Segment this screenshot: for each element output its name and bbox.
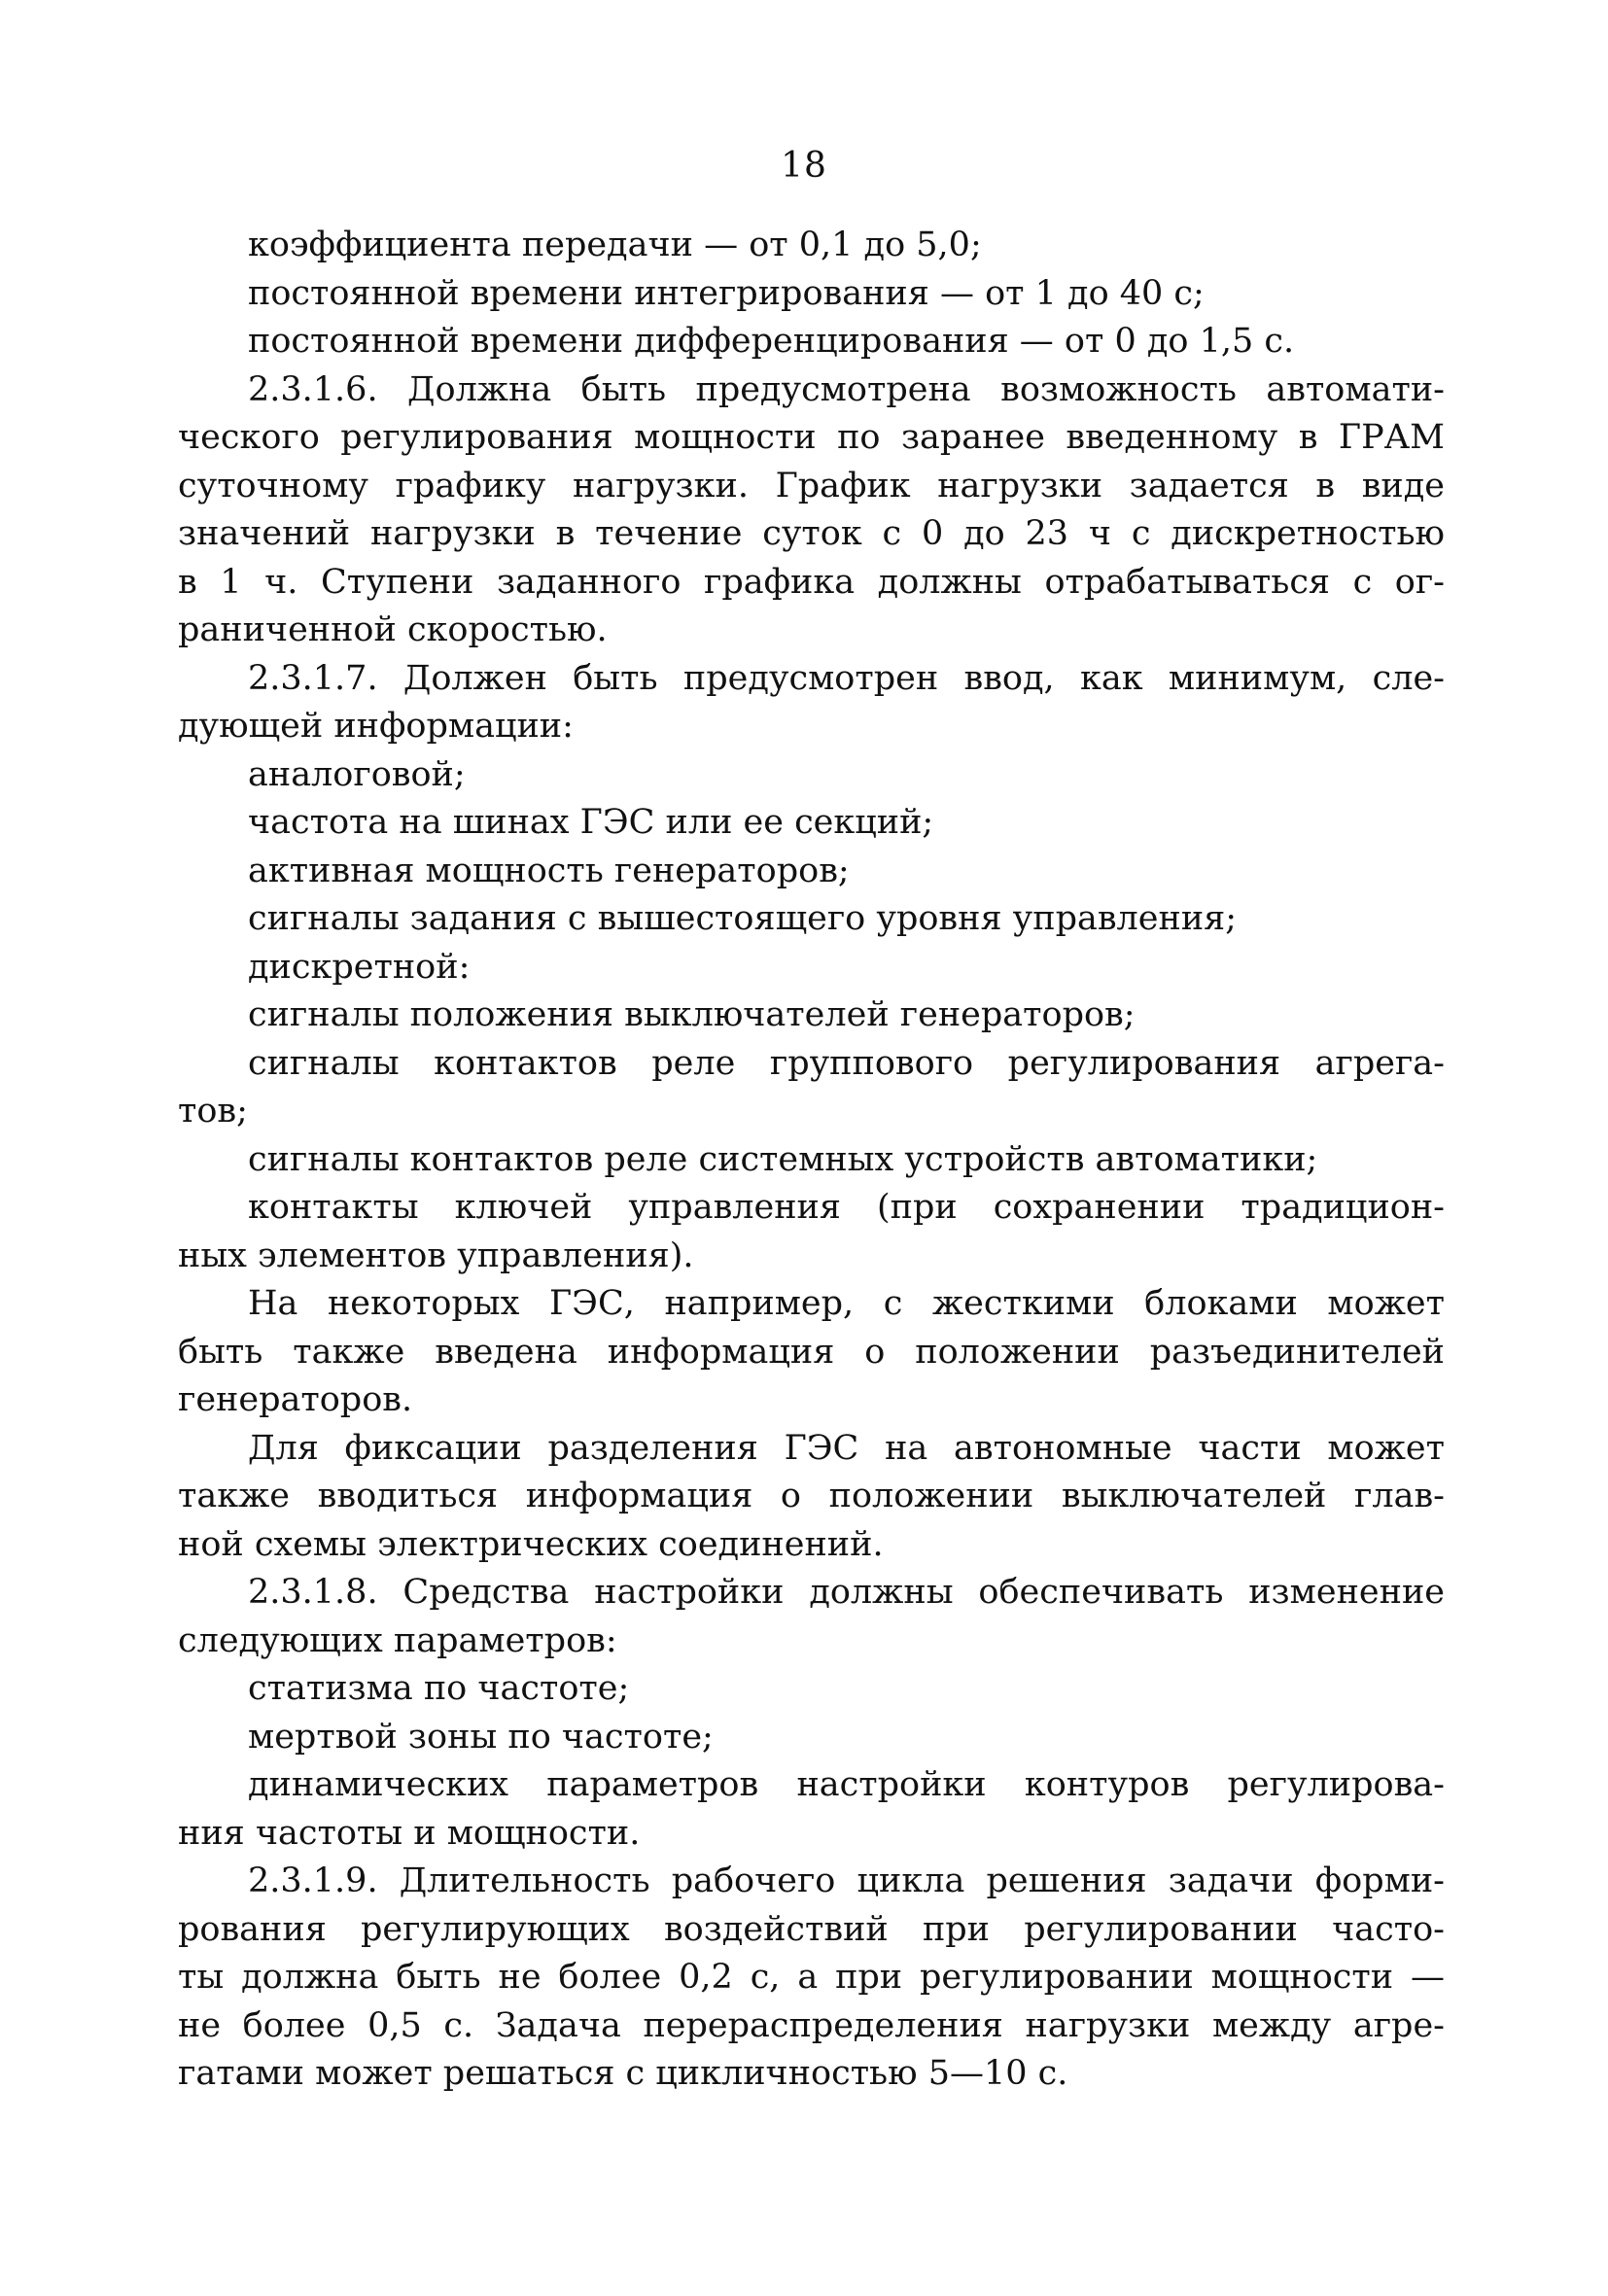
- text-line: 2.3.1.7. Должен быть предусмотрен ввод, как минимум, сле-: [248, 658, 1445, 698]
- text-line: в 1 ч. Ступени заданного графика должны отрабатываться с ог-: [178, 562, 1445, 602]
- text-line: также вводиться информация о положении выключателей глав-: [178, 1477, 1445, 1515]
- text-line: рования регулирующих воздействий при регулировании часто-: [178, 1909, 1445, 1949]
- text-line: аналоговой;: [248, 754, 466, 794]
- text-line: 2.3.1.8. Средства настройки должны обеспечивать изменение: [248, 1573, 1445, 1612]
- text-line: 2.3.1.6. Должна быть предусмотрена возможность автомати-: [248, 369, 1445, 409]
- text-line: ния частоты и мощности.: [178, 1813, 641, 1853]
- text-line: постоянной времени дифференцирования — от 0 до 1,5 с.: [248, 322, 1295, 361]
- text-line: динамических параметров настройки контуров регулирова-: [248, 1765, 1445, 1804]
- text-line: суточному графику нагрузки. График нагрузки задается в виде: [178, 466, 1445, 505]
- text-line: Для фиксации разделения ГЭС на автономные части может: [248, 1428, 1445, 1468]
- text-line: ты должна быть не более 0,2 с, а при регулировании мощности —: [178, 1958, 1445, 1997]
- text-line: постоянной времени интегрирования — от 1 до 40 с;: [248, 273, 1205, 313]
- text-line: сигналы положения выключателей генераторов;: [248, 995, 1136, 1034]
- text-line: На некоторых ГЭС, например, с жесткими блоками может: [248, 1284, 1445, 1323]
- document-body: [178, 222, 1445, 2099]
- text-line: сигналы контактов реле группового регулирования агрега-: [248, 1043, 1445, 1083]
- text-line: активная мощность генераторов;: [248, 851, 850, 890]
- text-line: коэффициента передачи — от 0,1 до 5,0;: [248, 226, 982, 264]
- text-line: контакты ключей управления (при сохранении традицион-: [248, 1188, 1445, 1227]
- text-line: не более 0,5 с. Задача перераспределения нагрузки между агре-: [178, 2005, 1445, 2045]
- text-line: раниченной скоростью.: [178, 610, 608, 649]
- text-line: ных элементов управления).: [178, 1235, 694, 1275]
- text-line: статизма по частоте;: [248, 1669, 630, 1708]
- text-line: быть также введена информация о положении разъединителей: [178, 1332, 1445, 1372]
- text-line: следующих параметров:: [178, 1620, 617, 1660]
- text-line: сигналы контактов реле системных устройств автоматики;: [248, 1139, 1318, 1179]
- text-line: значений нагрузки в течение суток с 0 до 23 ч с дискретностью: [178, 514, 1445, 553]
- text-line: дискретной:: [248, 947, 471, 987]
- text-line: 2.3.1.9. Длительность рабочего цикла решения задачи форми-: [248, 1861, 1445, 1900]
- text-line: генераторов.: [178, 1380, 413, 1419]
- text-line: ческого регулирования мощности по заранее введенному в ГРАМ: [178, 418, 1445, 457]
- text-line: мертвой зоны по частоте;: [248, 1717, 714, 1757]
- page-number: 18: [781, 146, 827, 186]
- text-line: гатами может решаться с цикличностью 5—10 с.: [178, 2054, 1068, 2093]
- text-line: тов;: [178, 1092, 248, 1131]
- text-line: дующей информации:: [178, 707, 574, 746]
- text-line: сигналы задания с вышестоящего уровня управления;: [248, 899, 1238, 938]
- text-line: частота на шинах ГЭС или ее секций;: [248, 803, 934, 842]
- text-line: ной схемы электрических соединений.: [178, 1524, 884, 1564]
